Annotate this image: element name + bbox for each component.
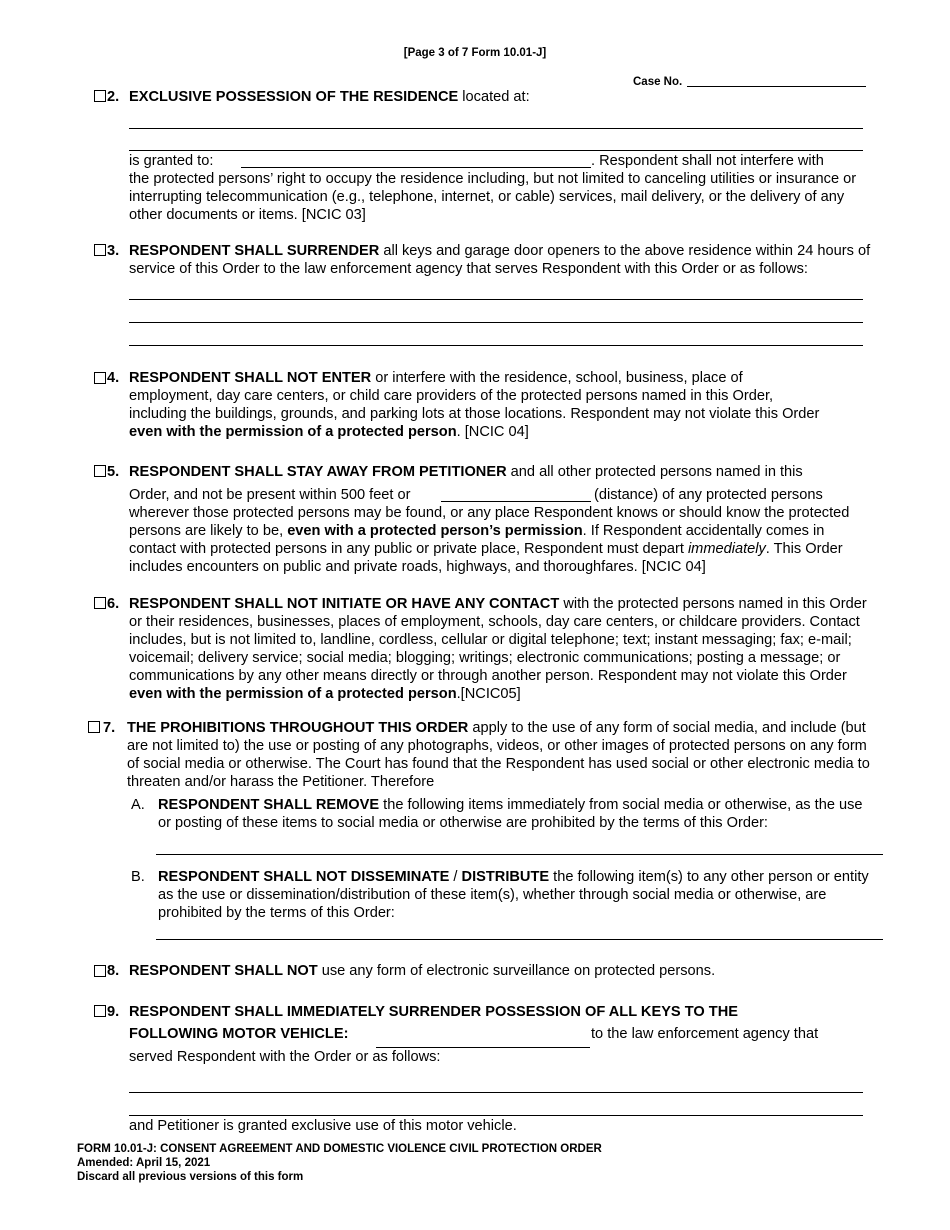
item-6-tail: .[NCIC05] <box>456 686 521 702</box>
item-5-number: 5. <box>107 464 120 480</box>
item-8-checkbox[interactable] <box>94 965 106 977</box>
residence-address-line-2[interactable] <box>129 150 863 151</box>
item-9-title-text: RESPONDENT SHALL IMMEDIATELY SURRENDER POSSESSION OF ALL KEYS TO THE <box>129 1004 738 1020</box>
granted-label: is granted to: <box>129 153 214 169</box>
item-5-line2-b: (distance) of any protected persons <box>594 487 823 503</box>
item-7-body: apply to the use of any form of social media, and include (but are not limited to) the use or posting of any photographs, videos, or other images of protected persons on any form of social media or otherwise. The Court has found that the Respondent has used social or other electronic media to threaten and/or harass the Petitioner. Therefore <box>127 720 870 790</box>
item-5-checkbox[interactable] <box>94 465 106 477</box>
granted-to-field[interactable] <box>241 167 591 168</box>
item-6-checkbox[interactable] <box>94 597 106 609</box>
item-9-title2-text: FOLLOWING MOTOR VEHICLE: <box>129 1026 349 1042</box>
surrender-line-3[interactable] <box>129 345 863 346</box>
item-3-number: 3. <box>107 243 120 259</box>
page-label: [Page 3 of 7 Form 10.01-J] <box>403 47 547 59</box>
item-8-body: use any form of electronic surveillance on protected persons. <box>317 963 716 979</box>
surrender-line-1[interactable] <box>129 299 863 300</box>
item-2-body: the protected persons’ right to occupy the residence including, but not limited to canceling utilities or insurance or interrupting telecommunication (e.g., telephone, internet, or cable) services, mail delivery, or the delivery of any other documents or items. [NCIC 03] <box>129 171 857 223</box>
keys-surrender-line-2[interactable] <box>129 1115 863 1116</box>
item-6-emphasis: even with the permission of a protected person <box>129 686 457 702</box>
item-2-title: EXCLUSIVE POSSESSION OF THE RESIDENCE <box>129 89 459 105</box>
item-4-tail: . [NCIC 04] <box>456 424 529 440</box>
item-6-number: 6. <box>107 596 120 612</box>
item-3-text <box>129 242 874 278</box>
item-5-title-rest: and all other protected persons named in this <box>506 464 803 480</box>
item-4-number: 4. <box>107 370 120 386</box>
item-7b-body: the following item(s) to any other person or entity as the use or dissemination/distribution of these item(s), whether through social media or otherwise, are prohibited by the terms of this Order: <box>158 869 869 921</box>
remove-items-line[interactable] <box>156 854 883 855</box>
item-4-checkbox[interactable] <box>94 372 106 384</box>
item-7b-letter: B. <box>131 869 145 885</box>
item-5-body <box>129 504 865 576</box>
item-4-text <box>129 369 829 441</box>
residence-address-line-1[interactable] <box>129 128 863 129</box>
item-7-number: 7. <box>103 720 116 736</box>
item-9-closing: and Petitioner is granted exclusive use of this motor vehicle. <box>129 1118 517 1134</box>
item-8-title: RESPONDENT SHALL NOT <box>129 963 318 979</box>
item-5-emphasis: even with a protected person’s permission <box>287 523 583 539</box>
item-9-title2 <box>129 1025 348 1043</box>
item-9-line3: served Respondent with the Order or as follows: <box>129 1049 441 1065</box>
item-9-checkbox[interactable] <box>94 1005 106 1017</box>
item-2-number: 2. <box>107 89 120 105</box>
item-7a-body: the following items immediately from social media or otherwise, as the use or posting of these items to social media or otherwise are prohibited by the terms of this Order: <box>158 797 863 831</box>
item-4-title: RESPONDENT SHALL NOT ENTER <box>129 370 372 386</box>
item-6-title: RESPONDENT SHALL NOT INITIATE OR HAVE ANY CONTACT <box>129 596 560 612</box>
item-7a-letter: A. <box>131 797 145 813</box>
distribute-items-line[interactable] <box>156 939 883 940</box>
item-7-title: THE PROHIBITIONS THROUGHOUT THIS ORDER <box>127 720 469 736</box>
item-5-title: RESPONDENT SHALL STAY AWAY FROM PETITIONER <box>129 464 507 480</box>
footer-amended: Amended: April 15, 2021 <box>77 1157 211 1169</box>
item-7-text <box>127 719 877 791</box>
item-9-title2-tail: to the law enforcement agency that <box>591 1026 819 1042</box>
item-9-title <box>129 1003 738 1021</box>
surrender-line-2[interactable] <box>129 322 863 323</box>
item-2-heading <box>129 88 530 106</box>
item-7b-title2: DISTRIBUTE <box>461 869 550 885</box>
item-5-italic: immediately <box>687 541 766 557</box>
item-8-number: 8. <box>107 963 120 979</box>
case-no-field[interactable] <box>687 86 866 87</box>
distance-field[interactable] <box>441 501 591 502</box>
granted-tail: . Respondent shall not interfere with <box>591 153 824 169</box>
item-8-text <box>129 962 715 980</box>
keys-surrender-line-1[interactable] <box>129 1092 863 1093</box>
item-6-body: with the protected persons named in this Order or their residences, businesses, places of employment, schools, day care centers, or childcare providers. Contact includes, but is not limited to, landline, cordless, cellular or digital telephone; text; instant messaging; fax; e-mail; voicemail; delivery service; social media; blogging; writings; electronic communications; posting a message; or communications by any other means directly or through another person. Respondent may not violate this Order <box>129 596 867 684</box>
item-5-line2-a: Order, and not be present within 500 feet or <box>129 487 411 503</box>
item-5-heading <box>129 463 803 481</box>
item-3-title: RESPONDENT SHALL SURRENDER <box>129 243 380 259</box>
footer-discard-note: Discard all previous versions of this form <box>77 1171 304 1183</box>
item-5-body-b: . If Respondent accidentally comes in contact with protected persons in any public or private place, Respondent must depart <box>129 523 825 557</box>
item-7a-text <box>158 796 870 832</box>
item-4-emphasis: even with the permission of a protected person <box>129 424 457 440</box>
item-7b-title: RESPONDENT SHALL NOT DISSEMINATE <box>158 869 450 885</box>
item-7b-text <box>158 868 870 922</box>
item-2-title-rest: located at: <box>458 89 530 105</box>
item-7a-title: RESPONDENT SHALL REMOVE <box>158 797 380 813</box>
item-5-body-a: wherever those protected persons may be found, or any place Respondent knows or should know the protected persons are likely to be, <box>129 505 850 539</box>
item-7-checkbox[interactable] <box>88 721 100 733</box>
item-2-checkbox[interactable] <box>94 90 106 102</box>
item-7b-slash: / <box>449 869 462 885</box>
case-no-label: Case No. <box>633 76 683 88</box>
footer-form-title: FORM 10.01-J: CONSENT AGREEMENT AND DOMESTIC VIOLENCE CIVIL PROTECTION ORDER <box>77 1143 602 1155</box>
item-3-body: all keys and garage door openers to the above residence within 24 hours of service of this Order to the law enforcement agency that serves Respondent with this Order or as follows: <box>129 243 871 277</box>
item-4-body: or interfere with the residence, school, business, place of employment, day care centers, or child care providers of the protected persons named in this Order, including the buildings, grounds, and parking lots at those locations. Respondent may not violate this Order <box>129 370 820 422</box>
item-3-checkbox[interactable] <box>94 244 106 256</box>
item-5-body-c: . This Order includes encounters on public and private roads, highways, and thoroughfares. [NCIC 04] <box>129 541 843 575</box>
item-6-text <box>129 595 881 703</box>
item-9-number: 9. <box>107 1004 120 1020</box>
